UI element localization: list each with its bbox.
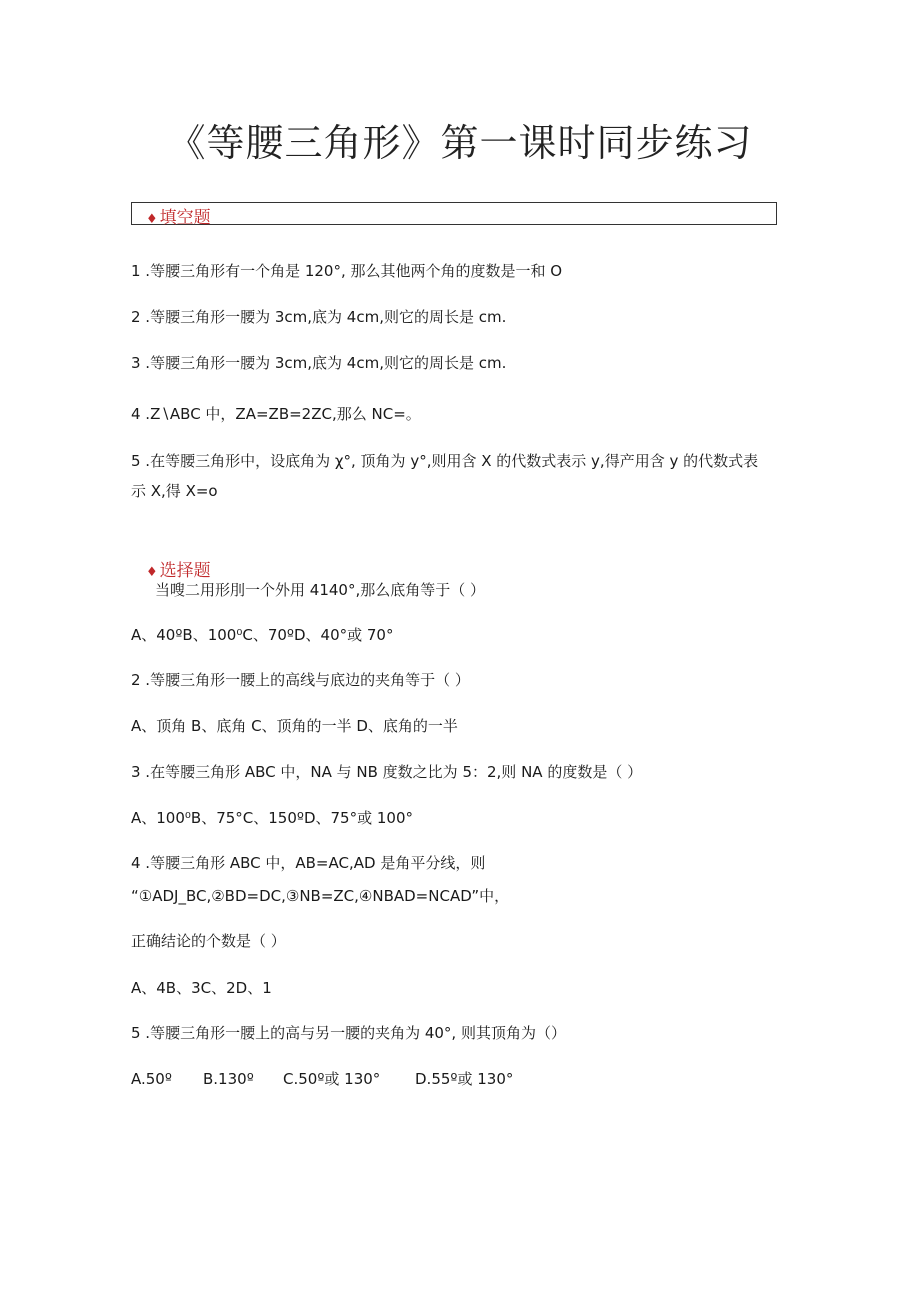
fill-section-box [131,202,777,225]
choice-question-1: 当嗖二用形刖一个外用 4140°,那么底角等于（ ） [155,581,485,599]
fill-section-label: 填空题 [159,208,211,228]
choice-options-1: A、40ºB、100⁰C、70ºD、40°或 70° [131,626,394,644]
choice-options-4: A、4B、3C、2D、1 [131,979,272,997]
fill-question-1: 1 .等腰三角形有一个角是 120°, 那么其他两个角的度数是一和 O [131,262,563,280]
fill-question-2: 2 .等腰三角形一腰为 3cm,底为 4cm,则它的周长是 cm. [131,308,507,326]
option-a: A.50º [131,1070,172,1088]
choice-options-2: A、顶角 B、底角 C、顶角的一半 D、底角的一半 [131,717,458,735]
page-title: 《等腰三角形》第一课时同步练习 [167,121,753,165]
choice-question-4: 4 .等腰三角形 ABC 中，AB=AC,AD 是角平分线，则 [131,854,486,872]
fill-question-3: 3 .等腰三角形一腰为 3cm,底为 4cm,则它的周长是 cm. [131,354,507,372]
choice-section-label: 选择题 [159,561,211,581]
choice-question-4-statements: “①ADJ_BC,②BD=DC,③NB=ZC,④NBAD=NCAD”中， [131,887,510,905]
option-d: D.55º或 130° [415,1070,514,1088]
choice-options-3: A、100⁰B、75°C、150ºD、75°或 100° [131,809,413,827]
choice-section-heading [146,556,211,581]
diamond-icon: ♦ [146,565,158,580]
fill-question-5-cont: 示 X,得 X=o [131,482,218,500]
fill-question-4: 4 .Z∖ABC 中，ZA=ZB=2ZC,那么 NC=。 [131,405,421,423]
choice-question-2: 2 .等腰三角形一腰上的高线与底边的夹角等于（ ） [131,671,470,689]
choice-options-5 [131,1068,513,1089]
fill-question-5: 5 .在等腰三角形中，设底角为 χ°, 顶角为 y°,则用含 X 的代数式表示 y,得产用含 y 的代数式表 [131,452,759,470]
fill-section-heading [146,203,211,228]
option-b: B.130º [203,1070,254,1088]
choice-question-4-prompt: 正确结论的个数是（ ） [131,932,286,950]
choice-question-3: 3 .在等腰三角形 ABC 中，NA 与 NB 度数之比为 5：2,则 NA 的度数是（ ） [131,763,643,781]
choice-question-5: 5 .等腰三角形一腰上的高与另一腰的夹角为 40°, 则其顶角为（） [131,1024,566,1042]
option-c: C.50º或 130° [283,1070,381,1088]
diamond-icon: ♦ [146,212,158,227]
